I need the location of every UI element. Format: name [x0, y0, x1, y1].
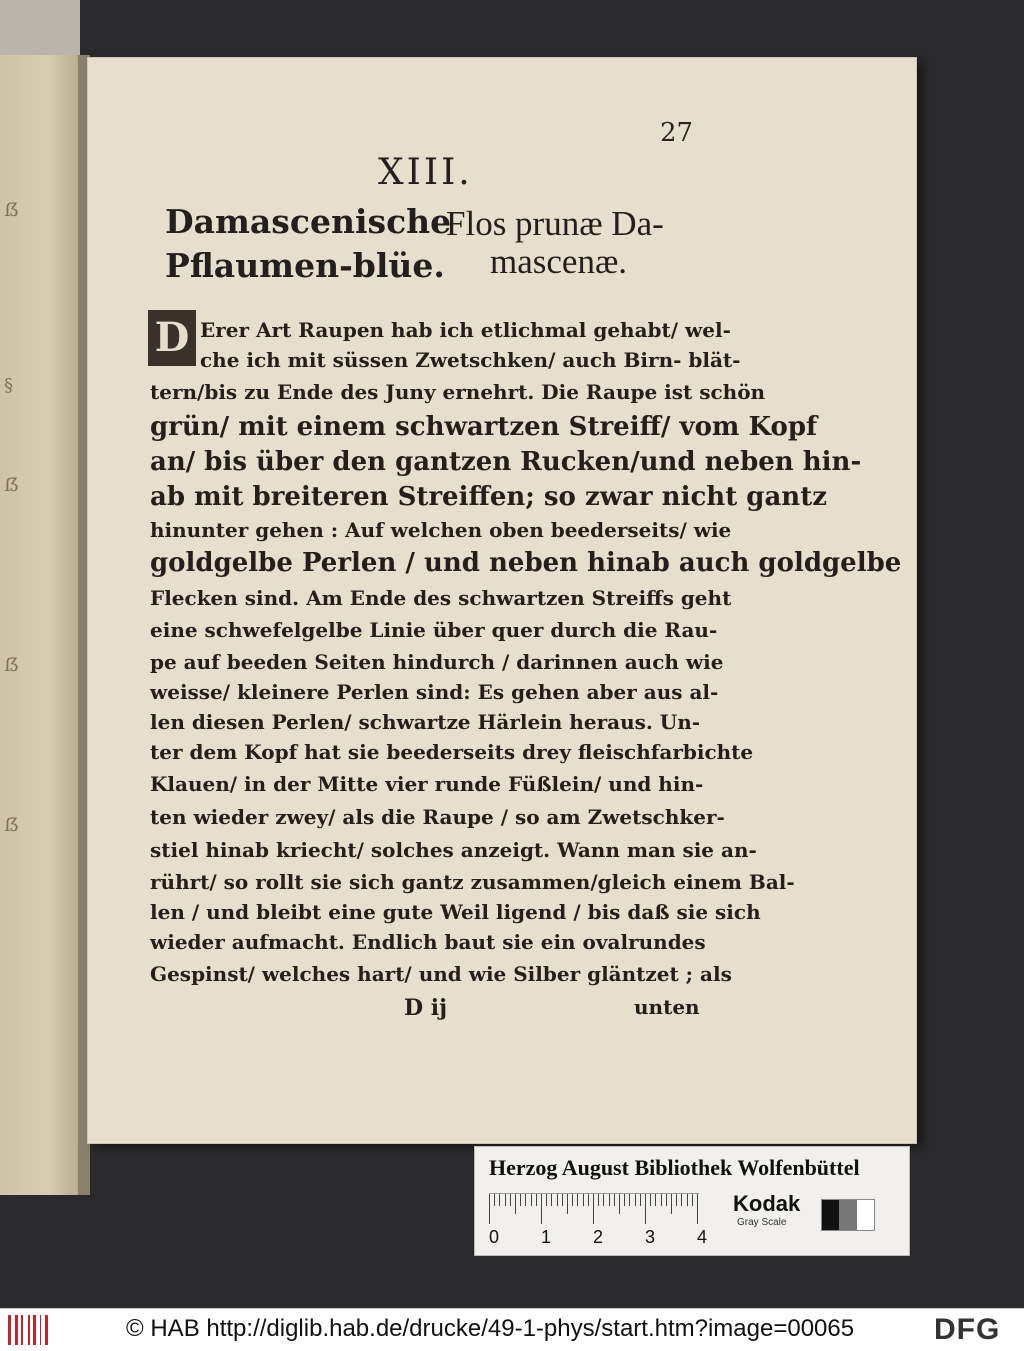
- ruler-tick: [681, 1194, 682, 1206]
- ruler-tick: [577, 1194, 578, 1206]
- title-latin-line-1: Flos prunæ Da-: [446, 204, 664, 243]
- footer-bar: [0, 1308, 1024, 1351]
- ruler-tick: [645, 1194, 646, 1224]
- text-line: Erer Art Raupen hab ich etlichmal gehabt/ wel-: [200, 318, 731, 342]
- page-number: 27: [660, 118, 694, 148]
- gray-swatches: [821, 1199, 875, 1231]
- swatch-gray: [839, 1200, 856, 1230]
- ruler-tick: [536, 1194, 537, 1206]
- ruler-tick: [661, 1194, 662, 1206]
- ruler-number: 0: [489, 1227, 500, 1247]
- text-line: Flecken sind. Am Ende des schwartzen Streiffs geht: [150, 586, 732, 610]
- drop-cap: D: [148, 310, 196, 366]
- ruler-tick: [692, 1194, 693, 1206]
- barcode-stripe: [8, 1315, 11, 1345]
- text-line: tern/bis zu Ende des Juny ernehrt. Die Raupe ist schön: [150, 380, 766, 404]
- ruler-tick: [666, 1194, 667, 1206]
- ruler-tick: [635, 1194, 636, 1206]
- title-german-line-2: Pflaumen-blüe.: [165, 246, 445, 285]
- ruler-tick: [629, 1194, 630, 1206]
- ruler-tick: [541, 1194, 542, 1224]
- ruler-tick: [520, 1194, 521, 1206]
- text-line: goldgelbe Perlen / und neben hinab auch goldgelbe: [150, 548, 902, 578]
- swatch-white: [857, 1200, 874, 1230]
- text-line: stiel hinab kriecht/ solches anzeigt. Wann man sie an-: [150, 838, 757, 862]
- ruler-tick: [650, 1194, 651, 1206]
- title-german-line-1: Damascenische: [165, 202, 452, 241]
- ruler-tick: [671, 1194, 672, 1214]
- facing-page-ghost-letter: ẞ: [4, 200, 19, 221]
- ruler-tick: [494, 1194, 495, 1206]
- ruler-tick: [505, 1194, 506, 1206]
- text-line: len / und bleibt eine gute Weil ligend / bis daß sie sich: [150, 900, 761, 924]
- ruler-tick: [640, 1194, 641, 1206]
- ruler-tick: [551, 1194, 552, 1206]
- text-line: ten wieder zwey/ als die Raupe / so am Zwetschker-: [150, 805, 725, 829]
- dfg-logo: DFG: [934, 1313, 1001, 1346]
- measurement-ruler: [489, 1193, 699, 1224]
- barcode-stripe: [28, 1315, 30, 1345]
- text-line: Gespinst/ welches hart/ und wie Silber gläntzet ; als: [150, 962, 732, 986]
- ruler-tick: [557, 1194, 558, 1206]
- text-line: ter dem Kopf hat sie beederseits drey fleischfarbichte: [150, 740, 754, 764]
- ruler-tick: [609, 1194, 610, 1206]
- gray-scale-label: Gray Scale: [737, 1217, 787, 1228]
- ruler-tick: [572, 1194, 573, 1206]
- ruler-number: 4: [697, 1227, 708, 1247]
- ruler-tick: [603, 1194, 604, 1206]
- barcode-stripe: [21, 1315, 23, 1345]
- ruler-tick: [531, 1194, 532, 1206]
- text-line: wieder aufmacht. Endlich baut sie ein ovalrundes: [150, 930, 706, 954]
- ruler-tick: [567, 1194, 568, 1214]
- library-name: Herzog August Bibliothek Wolfenbüttel: [489, 1155, 860, 1180]
- facing-page-ghost-letter: ẞ: [4, 655, 19, 676]
- ruler-tick: [593, 1194, 594, 1224]
- text-line: eine schwefelgelbe Linie über quer durch die Rau-: [150, 618, 718, 642]
- ruler-tick: [525, 1194, 526, 1206]
- text-line: grün/ mit einem schwartzen Streiff/ vom Kopf: [150, 412, 818, 442]
- barcode-stripe: [15, 1315, 18, 1345]
- ruler-tick: [624, 1194, 625, 1206]
- facing-page-ghost-letter: §: [4, 375, 13, 396]
- facing-page-ghost-letter: ẞ: [4, 475, 19, 496]
- ruler-number: 2: [593, 1227, 604, 1247]
- text-line: Klauen/ in der Mitte vier runde Füßlein/ und hin-: [150, 772, 704, 796]
- ruler-tick: [614, 1194, 615, 1206]
- color-reference-card: [474, 1146, 910, 1256]
- left-page-corner: [0, 0, 80, 55]
- text-line: weisse/ kleinere Perlen sind: Es gehen aber aus al-: [150, 680, 719, 704]
- barcode-stripe: [45, 1315, 48, 1345]
- chapter-heading: XIII.: [378, 152, 473, 193]
- footer-url[interactable]: © HAB http://diglib.hab.de/drucke/49-1-phys/start.htm?image=00065: [126, 1315, 855, 1342]
- facing-page-ghost-letter: ẞ: [4, 815, 19, 836]
- hab-barcode-icon: [8, 1315, 48, 1345]
- signature-mark: D ij: [404, 995, 448, 1021]
- ruler-tick: [598, 1194, 599, 1206]
- swatch-black: [822, 1200, 839, 1230]
- text-line: len diesen Perlen/ schwartze Härlein heraus. Un-: [150, 710, 701, 734]
- ruler-tick: [655, 1194, 656, 1206]
- ruler-tick: [583, 1194, 584, 1206]
- barcode-stripe: [40, 1315, 41, 1345]
- text-line: an/ bis über den gantzen Rucken/und neben hin-: [150, 447, 862, 477]
- ruler-tick: [588, 1194, 589, 1206]
- ruler-tick: [676, 1194, 677, 1206]
- ruler-tick: [687, 1194, 688, 1206]
- ruler-number: 1: [541, 1227, 552, 1247]
- ruler-tick: [515, 1194, 516, 1214]
- ruler-tick: [697, 1194, 698, 1224]
- ruler-tick: [546, 1194, 547, 1206]
- title-latin-line-2: mascenæ.: [490, 242, 628, 281]
- kodak-brand: Kodak: [733, 1191, 801, 1216]
- ruler-number: 3: [645, 1227, 656, 1247]
- text-line: ab mit breiteren Streiffen; so zwar nicht gantz: [150, 482, 827, 512]
- ruler-tick: [510, 1194, 511, 1206]
- text-line: hinunter gehen : Auf welchen oben beederseits/ wie: [150, 518, 732, 542]
- ruler-tick: [562, 1194, 563, 1206]
- ruler-tick: [499, 1194, 500, 1206]
- ruler-tick: [489, 1194, 490, 1224]
- text-line: che ich mit süssen Zwetschken/ auch Birn- blät-: [200, 348, 741, 372]
- catchword: unten: [634, 995, 700, 1019]
- facing-page-edge: [0, 55, 80, 1195]
- text-line: pe auf beeden Seiten hindurch / darinnen auch wie: [150, 650, 724, 674]
- ruler-tick: [619, 1194, 620, 1214]
- text-line: rührt/ so rollt sie sich gantz zusammen/gleich einem Bal-: [150, 870, 795, 894]
- barcode-stripe: [33, 1315, 36, 1345]
